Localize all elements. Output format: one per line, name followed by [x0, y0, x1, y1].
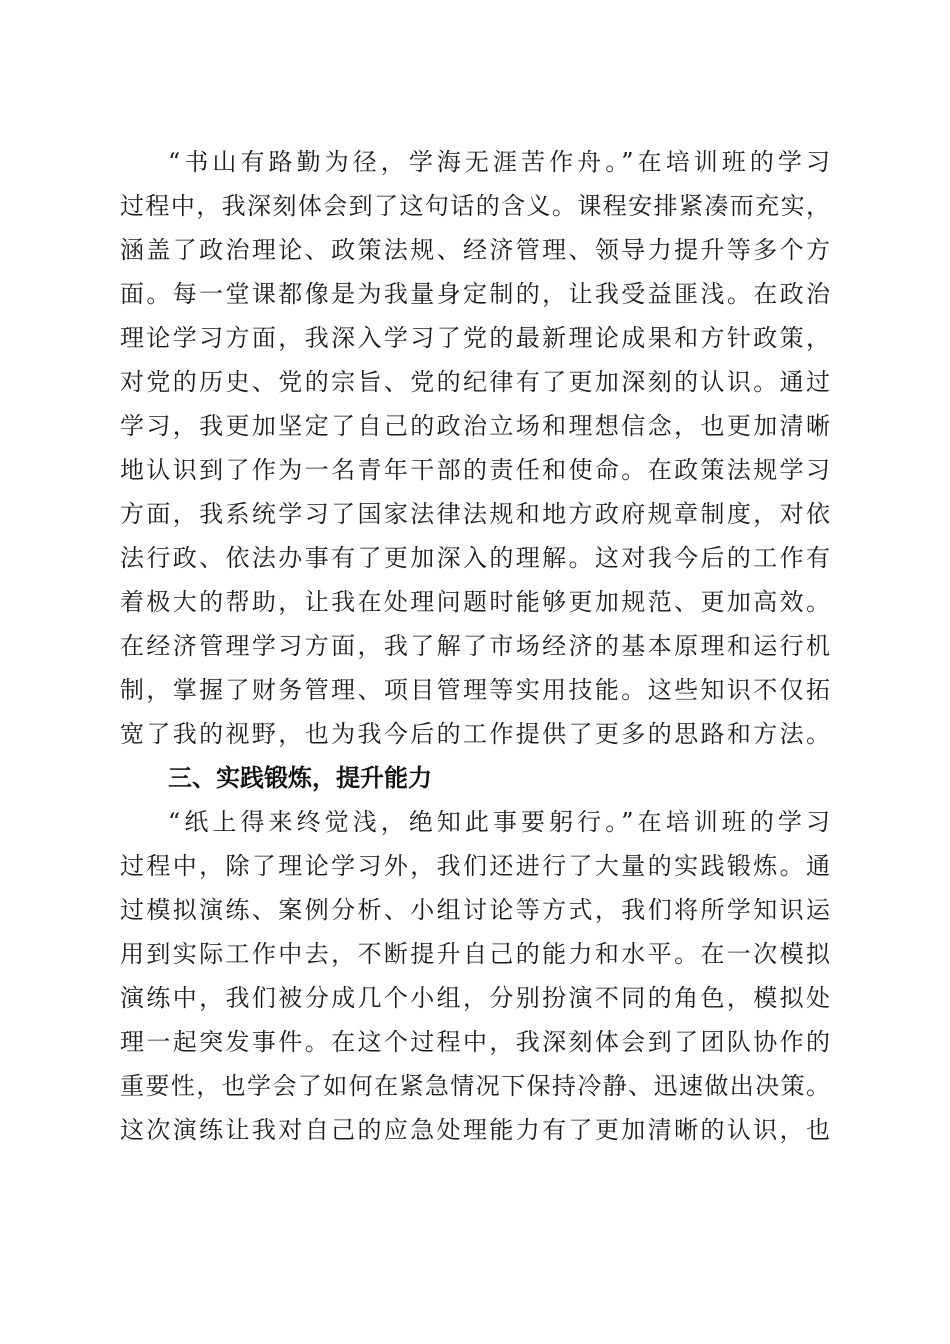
- section-heading: 三、实践锻炼，提升能力: [168, 764, 432, 792]
- paragraph-1-line-10: 法行政、依法办事有了更加深入的理解。这对我今后的工作有: [120, 544, 830, 572]
- paragraph-1-line-7: 学习，我更加坚定了自己的政治立场和理想信念，也更加清晰: [120, 412, 830, 440]
- paragraph-1-line-11: 着极大的帮助，让我在处理问题时能够更加规范、更加高效。: [120, 588, 830, 616]
- paragraph-1-line-6: 对党的历史、党的宗旨、党的纪律有了更加深刻的认识。通过: [120, 368, 830, 396]
- paragraph-2-line-1: “纸上得来终觉浅，绝知此事要躬行。”在培训班的学习: [168, 808, 830, 836]
- paragraph-1-line-2: 过程中，我深刻体会到了这句话的含义。课程安排紧凑而充实，: [120, 192, 830, 220]
- paragraph-2-line-8: 这次演练让我对自己的应急处理能力有了更加清晰的认识，也: [120, 1116, 830, 1144]
- paragraph-1-line-5: 理论学习方面，我深入学习了党的最新理论成果和方针政策，: [120, 324, 830, 352]
- paragraph-1-line-3: 涵盖了政治理论、政策法规、经济管理、领导力提升等多个方: [120, 236, 830, 264]
- paragraph-2-line-7: 重要性，也学会了如何在紧急情况下保持冷静、迅速做出决策。: [120, 1072, 830, 1100]
- paragraph-2-line-5: 演练中，我们被分成几个小组，分别扮演不同的角色，模拟处: [120, 984, 830, 1012]
- paragraph-1-line-9: 方面，我系统学习了国家法律法规和地方政府规章制度，对依: [120, 500, 830, 528]
- paragraph-1-line-8: 地认识到了作为一名青年干部的责任和使命。在政策法规学习: [120, 456, 830, 484]
- paragraph-1-line-1: “书山有路勤为径，学海无涯苦作舟。”在培训班的学习: [168, 148, 830, 176]
- paragraph-1-line-13: 制，掌握了财务管理、项目管理等实用技能。这些知识不仅拓: [120, 676, 830, 704]
- paragraph-1-line-4: 面。每一堂课都像是为我量身定制的，让我受益匪浅。在政治: [120, 280, 830, 308]
- paragraph-1-line-14: 宽了我的视野，也为我今后的工作提供了更多的思路和方法。: [120, 720, 830, 748]
- paragraph-2-line-6: 理一起突发事件。在这个过程中，我深刻体会到了团队协作的: [120, 1028, 830, 1056]
- paragraph-2-line-3: 过模拟演练、案例分析、小组讨论等方式，我们将所学知识运: [120, 896, 830, 924]
- paragraph-2-line-4: 用到实际工作中去，不断提升自己的能力和水平。在一次模拟: [120, 940, 830, 968]
- paragraph-2-line-2: 过程中，除了理论学习外，我们还进行了大量的实践锻炼。通: [120, 852, 830, 880]
- paragraph-1-line-12: 在经济管理学习方面，我了解了市场经济的基本原理和运行机: [120, 632, 830, 660]
